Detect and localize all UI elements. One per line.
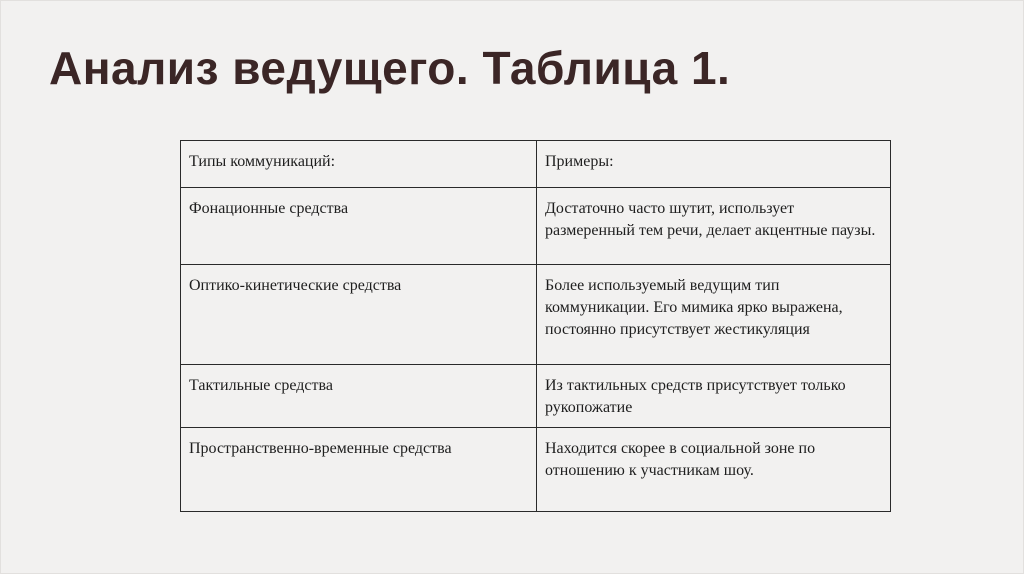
cell-type: Фонационные средства (181, 188, 537, 265)
header-cell-examples: Примеры: (537, 141, 891, 188)
cell-example: Достаточно часто шутит, использует размеренный тем речи, делает акцентные паузы. (537, 188, 891, 265)
cell-type: Оптико-кинетические средства (181, 265, 537, 365)
communication-table (180, 140, 891, 512)
table-row (181, 265, 891, 365)
table-header-row (181, 141, 891, 188)
table-row (181, 365, 891, 428)
cell-type: Тактильные средства (181, 365, 537, 428)
table-row (181, 428, 891, 512)
cell-example: Из тактильных средств присутствует только рукопожатие (537, 365, 891, 428)
cell-type: Пространственно-временные средства (181, 428, 537, 512)
header-cell-types: Типы коммуникаций: (181, 141, 537, 188)
slide-title: Анализ ведущего. Таблица 1. (49, 42, 731, 94)
table-row (181, 188, 891, 265)
cell-example: Более используемый ведущим тип коммуникации. Его мимика ярко выражена, постоянно присутствует жестикуляция (537, 265, 891, 365)
cell-example: Находится скорее в социальной зоне по отношению к участникам шоу. (537, 428, 891, 512)
